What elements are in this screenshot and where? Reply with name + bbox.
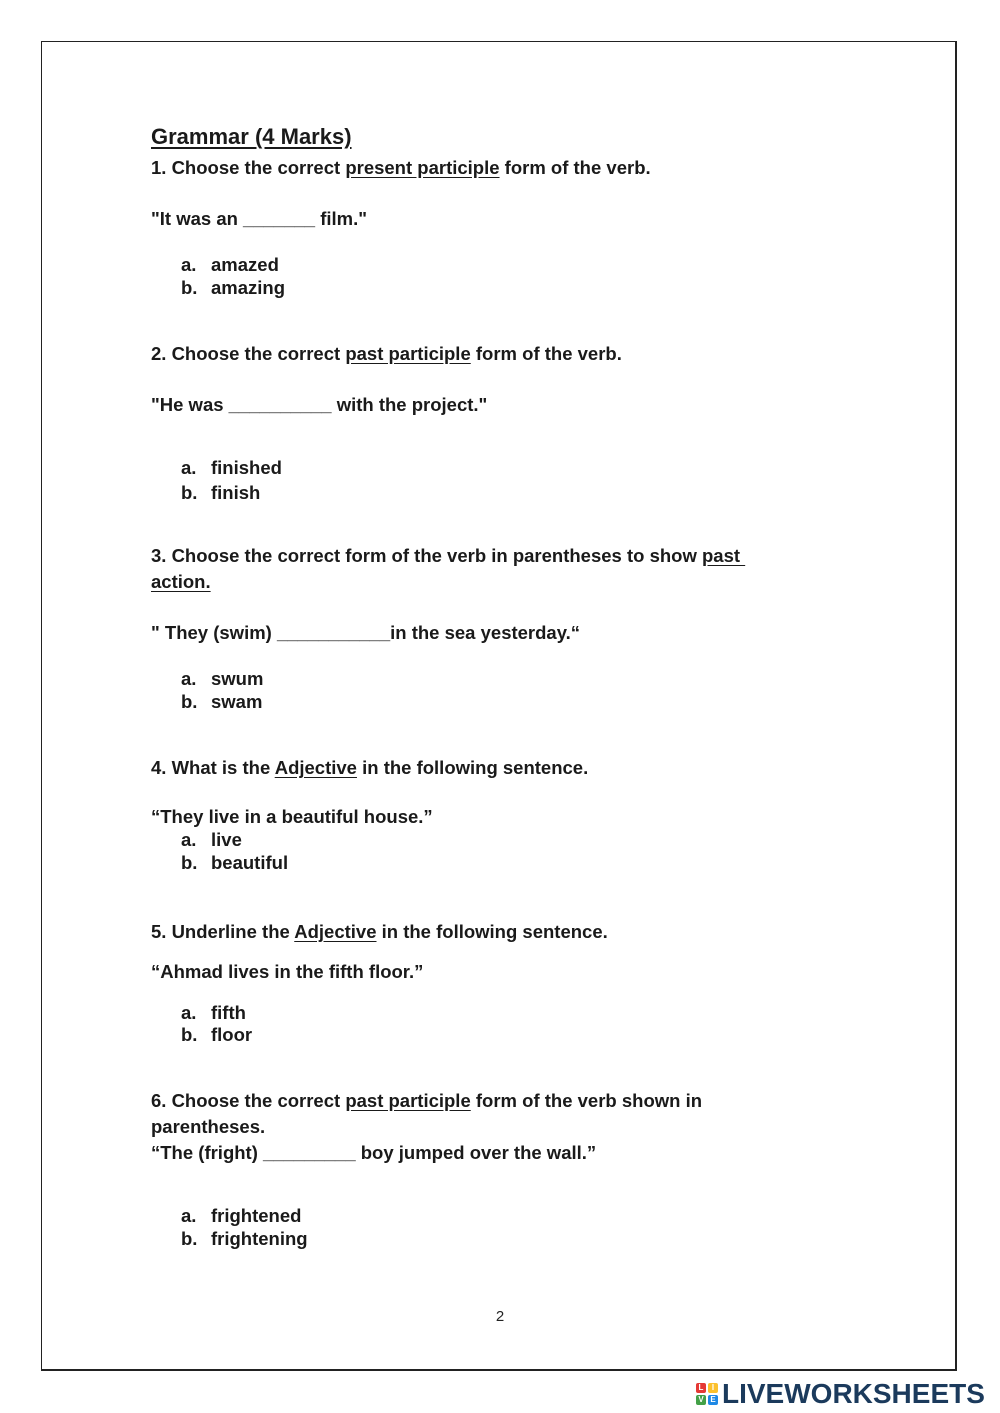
question-3-sentence: " They (swim) ___________in the sea yesterday.“	[151, 622, 581, 643]
question-2-option-a[interactable]: a. finished	[181, 457, 282, 478]
question-1-prompt: 1. Choose the correct present participle form of the verb.	[151, 157, 651, 178]
brand-name: LIVEWORKSHEETS	[722, 1378, 985, 1409]
liveworksheets-brand[interactable]	[696, 1378, 985, 1410]
logo-tile: L	[696, 1383, 706, 1393]
question-5-sentence: “Ahmad lives in the fifth floor.”	[151, 961, 424, 982]
page-border	[41, 41, 957, 1371]
page-number: 2	[495, 1308, 505, 1325]
question-6-option-b[interactable]: b. frightening	[181, 1228, 308, 1249]
question-6-sentence: “The (fright) _________ boy jumped over the wall.”	[151, 1142, 597, 1163]
question-4-prompt: 4. What is the Adjective in the following sentence.	[151, 757, 589, 778]
question-2-prompt: 2. Choose the correct past participle form of the verb.	[151, 343, 622, 364]
logo-tile: E	[708, 1395, 718, 1405]
question-5-prompt: 5. Underline the Adjective in the following sentence.	[151, 921, 608, 942]
question-3-option-b[interactable]: b. swam	[181, 691, 263, 712]
question-5-option-a[interactable]: a. fifth	[181, 1002, 246, 1023]
question-4-option-b[interactable]: b. beautiful	[181, 852, 289, 873]
question-1-option-a[interactable]: a. amazed	[181, 254, 279, 275]
section-title: Grammar (4 Marks)	[151, 124, 352, 149]
question-3-prompt: 3. Choose the correct form of the verb in parentheses to show past action.	[151, 545, 746, 592]
question-6-prompt: 6. Choose the correct past participle form of the verb shown in parentheses.	[151, 1090, 703, 1137]
liveworksheets-logo-icon	[696, 1383, 718, 1405]
question-2-sentence: "He was __________ with the project."	[151, 394, 488, 415]
logo-tile: V	[696, 1395, 706, 1405]
logo-tile: I	[708, 1383, 718, 1393]
question-1-option-b[interactable]: b. amazing	[181, 277, 286, 298]
question-5-option-b[interactable]: b. floor	[181, 1024, 253, 1045]
question-6-option-a[interactable]: a. frightened	[181, 1205, 302, 1226]
question-4-option-a[interactable]: a. live	[181, 829, 242, 850]
question-4-sentence: “They live in a beautiful house.”	[151, 806, 433, 827]
question-3-option-a[interactable]: a. swum	[181, 668, 264, 689]
question-2-option-b[interactable]: b. finish	[181, 482, 261, 503]
question-1-sentence: "It was an _______ film."	[151, 208, 368, 229]
